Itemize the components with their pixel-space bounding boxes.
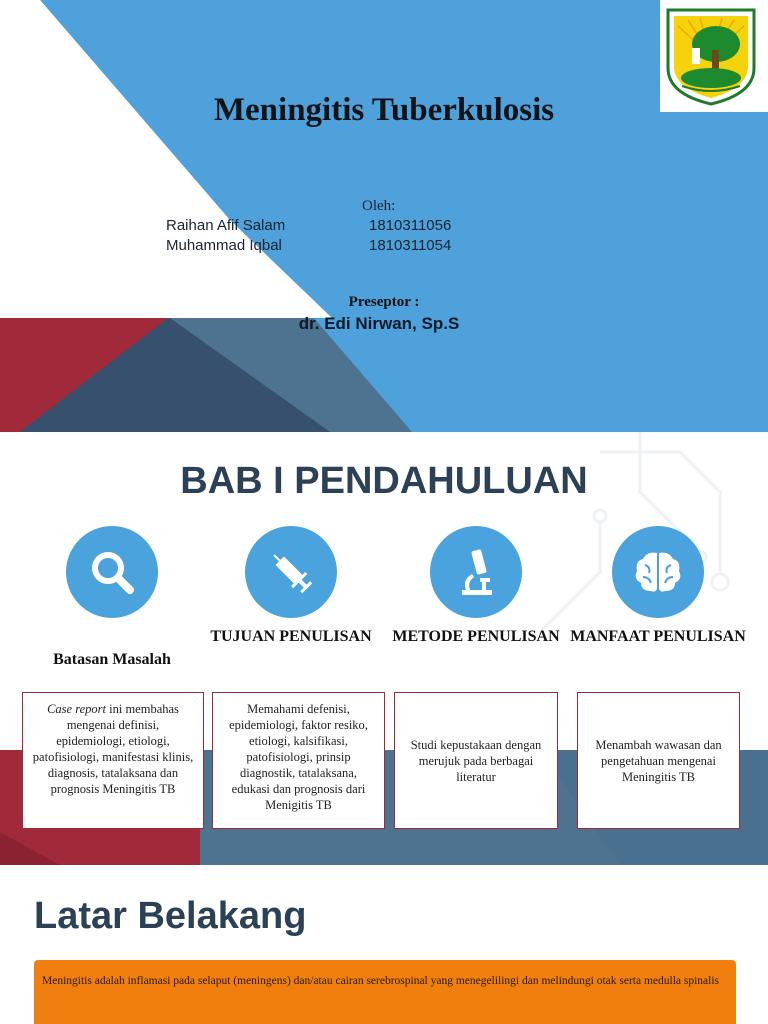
microscope-icon <box>430 526 522 618</box>
scope-text: ini membahas mengenai definisi, epidemiologi, etiologi, patofisiologi, manifestasi klinis, diagnosis, tatalaksana dan prognosis Meningitis TB <box>32 702 194 796</box>
preceptor-name: dr. Edi Nirwan, Sp.S <box>298 314 460 333</box>
benefit-textbox <box>577 692 740 829</box>
definition-text: Meningitis adalah inflamasi pada selaput (meningens) dan/atau cairan serebrospinal yang menegelilingi dan melindungi otak serta medulla spinalis <box>42 975 720 987</box>
method-text: Studi kepustakaan dengan merujuk pada berbagai literatur <box>410 737 542 784</box>
benefit-text: Menambah wawasan dan pengetahuan mengenai Meningitis TB <box>595 737 722 784</box>
author-id: 1810311056 <box>369 217 452 234</box>
title-slide <box>0 0 768 432</box>
method-textbox <box>394 692 558 829</box>
author-row <box>166 237 452 254</box>
definition-box <box>34 960 736 1024</box>
presentation-title: Meningitis Tuberkulosis <box>213 92 555 128</box>
author-row <box>166 217 452 234</box>
university-logo <box>664 6 758 106</box>
title-slide-background <box>0 0 768 432</box>
by-label: Oleh: <box>362 198 396 214</box>
heading-method: METODE PENULISAN <box>392 628 560 645</box>
author-name: Muhammad Iqbal <box>166 237 282 254</box>
scope-textbox <box>22 692 204 829</box>
heading-scope: Batasan Masalah <box>53 651 171 668</box>
purpose-textbox <box>212 692 385 829</box>
brain-icon <box>612 526 704 618</box>
italic-term: Case report <box>47 702 106 716</box>
background-title: Latar Belakang <box>34 895 307 937</box>
author-id: 1810311054 <box>369 237 452 254</box>
section-title: BAB I PENDAHULUAN <box>180 460 588 502</box>
author-name: Raihan Afif Salam <box>166 217 286 234</box>
purpose-text: Memahami defenisi, epidemiologi, faktor resiko, etiologi, kalsifikasi, patofisiologi, prinsip diagnostik, tatalaksana, edukasi dan prognosis dari Menigitis TB <box>229 702 368 812</box>
syringe-icon <box>245 526 337 618</box>
introduction-slide <box>0 432 768 865</box>
background-slide <box>0 865 768 1024</box>
heading-purpose: TUJUAN PENULISAN <box>210 628 372 645</box>
heading-benefit: MANFAAT PENULISAN <box>570 628 746 645</box>
magnifier-icon <box>66 526 158 618</box>
preceptor-label: Preseptor : <box>348 294 420 310</box>
